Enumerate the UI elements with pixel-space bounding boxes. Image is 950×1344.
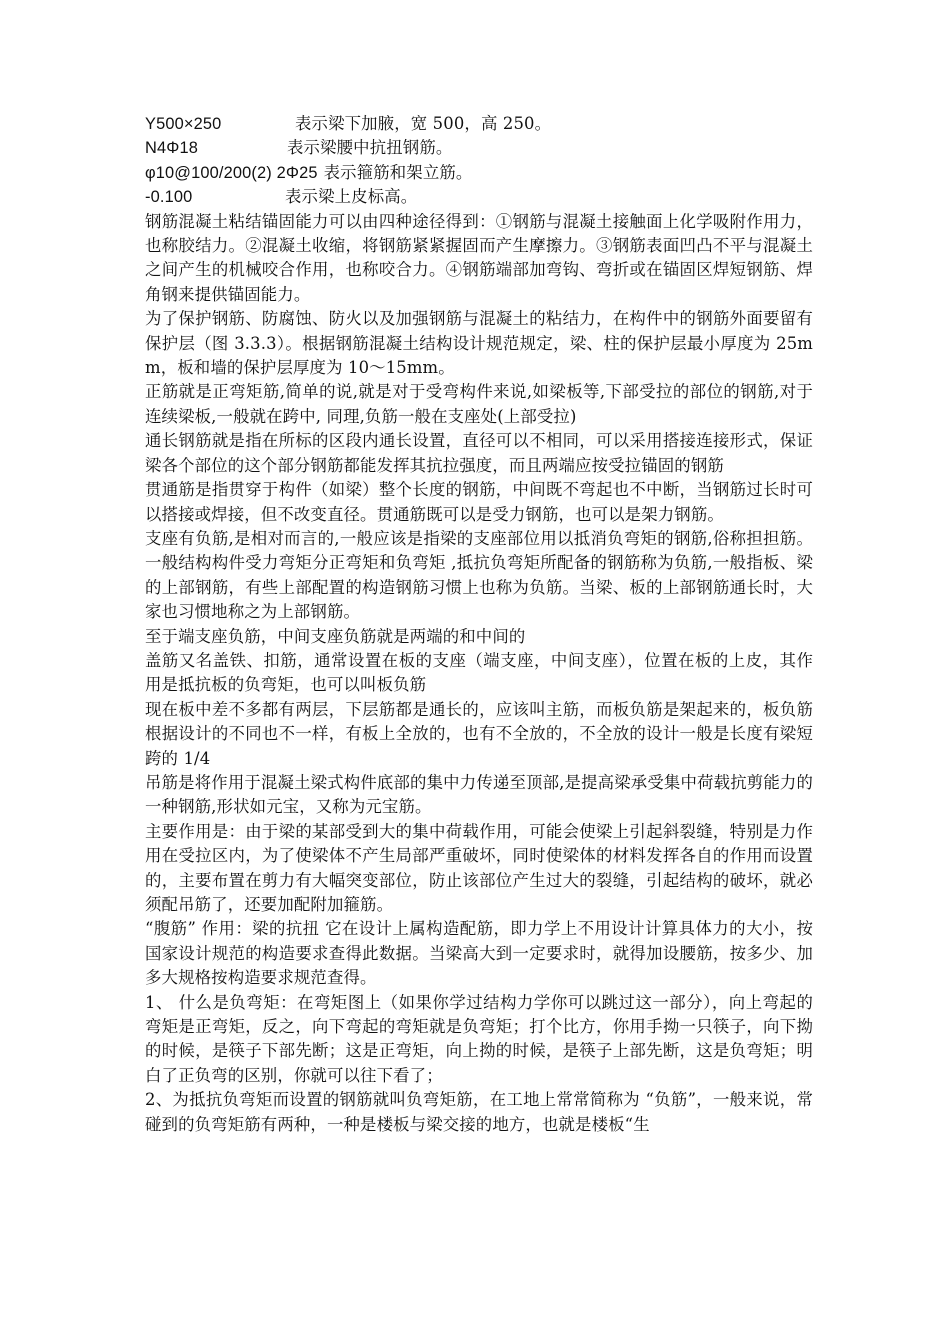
paragraph-through-bar: 贯通筋是指贯穿于构件（如梁）整个长度的钢筋，中间既不弯起也不中断，当钢筋过长时可以搭接或焊接，但不改变直径。贯通筋既可以是受力钢筋，也可以是架力钢筋。 — [145, 480, 813, 524]
notation-description: 表示梁上皮标高。 — [285, 187, 418, 207]
paragraph-hanger-bar: 吊筋是将作用于混凝土梁式构件底部的集中力传递至顶部,是提高梁承受集中荷载抗剪能力的一种钢筋,形状如元宝，又称为元宝筋。 — [145, 772, 813, 817]
notation-code: N4Φ18 — [145, 139, 199, 158]
notation-description: 表示梁腰中抗扭钢筋。 — [287, 138, 453, 158]
notation-description: 表示梁下加腋，宽 500，高 250。 — [295, 114, 552, 133]
paragraph-protective-layer: 为了保护钢筋、防腐蚀、防火以及加强钢筋与混凝土的粘结力，在构件中的钢筋外面要留有保护层（图 3.3.3）。根据钢筋混凝土结构设计规范规定，梁、柱的保护层最小厚度为 25mm，板和墙的保护层厚度为 10～15mm。 — [145, 309, 813, 378]
notation-code: Y500×250 — [145, 115, 222, 133]
paragraph-cover-bar: 盖筋又名盖铁、扣筋，通常设置在板的支座（端支座，中间支座），位置在板的上皮，其作用是抵抗板的负弯矩，也可以叫板负筋 — [145, 650, 813, 695]
paragraph-continuous-bar: 通长钢筋就是指在所标的区段内通长设置，直径可以不相同，可以采用搭接连接形式，保证梁各个部位的这个部分钢筋都能发挥其抗拉强度，而且两端应按受拉锚固的钢筋 — [145, 431, 813, 475]
paragraph-negative-moment-bar: 2、为抵抗负弯矩而设置的钢筋就叫负弯矩筋，在工地上常常简称为 “负筋”，一般来说，常碰到的负弯矩筋有两种，一种是楼板与梁交接的地方，也就是楼板“生 — [145, 1090, 813, 1134]
notation-code: -0.100 — [145, 188, 193, 207]
paragraph-positive-bar: 正筋就是正弯矩筋,简单的说,就是对于受弯构件来说,如梁板等,下部受拉的部位的钢筋,对于连续梁板,一般就在跨中, 同理,负筋一般在支座处(上部受拉) — [145, 382, 813, 426]
notation-row — [145, 185, 813, 209]
paragraph-slab-layers: 现在板中差不多都有两层，下层筋都是通长的，应该叫主筋，而板负筋是架起来的，板负筋根据设计的不同也不一样，有板上全放的，也有不全放的，不全放的设计一般是长度有梁短跨的 1/4 — [145, 699, 813, 768]
notation-row — [145, 136, 813, 160]
paragraph-negative-moment-definition: 1、 什么是负弯矩：在弯矩图上（如果你学过结构力学你可以跳过这一部分），向上弯起的弯矩是正弯矩，反之，向下弯起的弯矩就是负弯矩；打个比方，你用手拗一只筷子，向下拗的时候，是筷子下部先断；这是正弯矩，向上拗的时候，是筷子上部先断，这是负弯矩；明白了正负弯的区别，你就可以往下看了； — [145, 992, 813, 1085]
notation-code: φ10@100/200(2) 2Φ25 — [145, 163, 318, 182]
paragraph-hanger-function: 主要作用是：由于梁的某部受到大的集中荷载作用，可能会使梁上引起斜裂缝，特别是力作用在受拉区内，为了使梁体不产生局部严重破坏，同时使梁体的材料发挥各自的作用而设置的，主要布置在剪力有大幅突变部位，防止该部位产生过大的裂缝，引起结构的破坏，就必须配吊筋了，还要加配附加箍筋。 — [145, 821, 813, 914]
notation-row — [145, 112, 813, 136]
paragraph-web-bar: “腹筋” 作用：梁的抗扭 它在设计上属构造配筋，即力学上不用设计计算具体力的大小，按国家设计规范的构造要求查得此数据。当梁高大到一定要求时，就得加设腰筋，按多少、加多大规格按构造要求规范查得。 — [145, 919, 813, 988]
notation-description: 表示箍筋和架立筋。 — [323, 162, 473, 182]
paragraph-bond-anchorage: 钢筋混凝土粘结锚固能力可以由四种途径得到：①钢筋与混凝土接触面上化学吸附作用力，也称胶结力。②混凝土收缩，将钢筋紧紧握固而产生摩擦力。③钢筋表面凹凸不平与混凝土之间产生的机械咬合作用，也称咬合力。④钢筋端部加弯钩、弯折或在锚固区焊短钢筋、焊角钢来提供锚固能力。 — [145, 211, 813, 304]
paragraph-support-negative-bar: 支座有负筋,是相对而言的,一般应该是指梁的支座部位用以抵消负弯矩的钢筋,俗称担担筋。一般结构构件受力弯矩分正弯矩和负弯矩 ,抵抗负弯矩所配备的钢筋称为负筋,一般指板、梁的上部钢筋，有些上部配置的构造钢筋习惯上也称为负筋。当梁、板的上部钢筋通长时，大家也习惯地称之为上部钢筋。 — [145, 528, 813, 622]
paragraph-end-support: 至于端支座负筋，中间支座负筋就是两端的和中间的 — [145, 626, 526, 646]
notation-row — [145, 161, 813, 185]
document-body — [145, 112, 813, 1137]
